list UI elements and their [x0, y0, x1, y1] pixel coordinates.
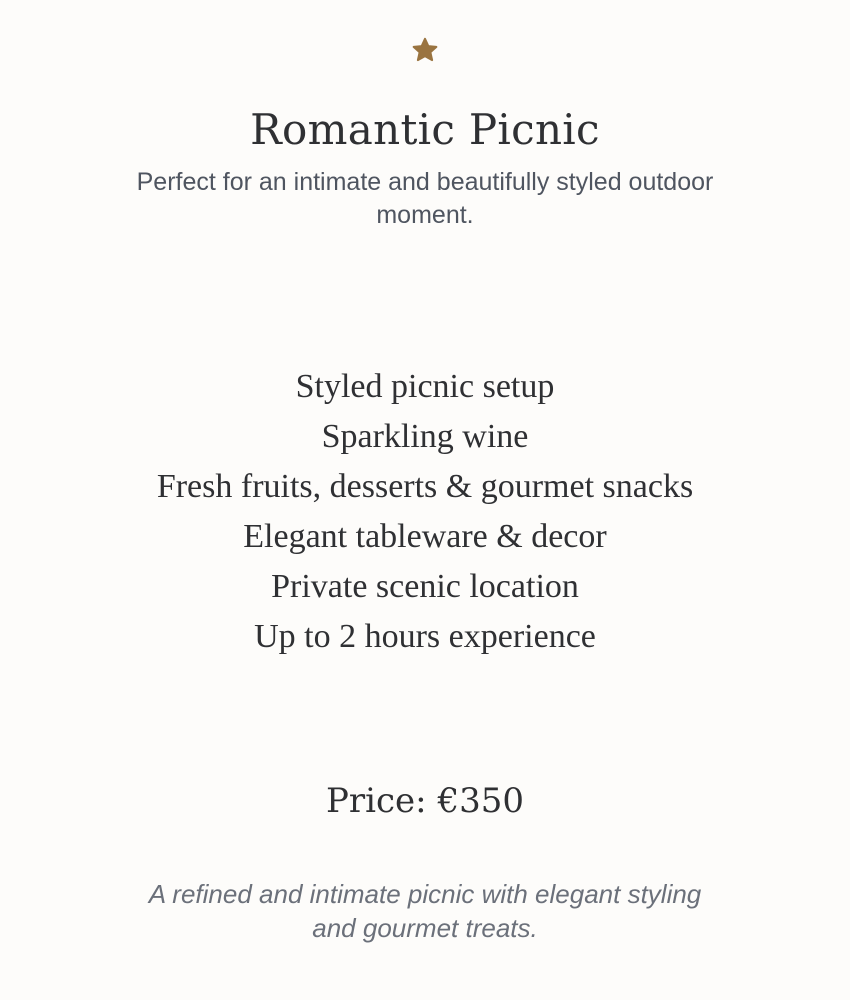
- star-icon-shape: [414, 39, 437, 60]
- package-subtitle: Perfect for an intimate and beautifully styled outdoor moment.: [136, 168, 714, 229]
- package-title: Romantic Picnic: [250, 105, 600, 154]
- package-price: Price: €350: [326, 781, 524, 821]
- package-tagline: A refined and intimate picnic with elegant styling and gourmet treats.: [148, 879, 702, 943]
- feature-item: Styled picnic setup: [295, 368, 555, 405]
- star-icon: [0, 36, 850, 70]
- features-list: [0, 362, 850, 662]
- feature-item: Up to 2 hours experience: [254, 618, 596, 655]
- feature-item: Elegant tableware & decor: [243, 518, 607, 555]
- feature-item: Fresh fruits, desserts & gourmet snacks: [156, 468, 694, 505]
- feature-item: Private scenic location: [271, 568, 579, 605]
- feature-item: Sparkling wine: [321, 418, 529, 455]
